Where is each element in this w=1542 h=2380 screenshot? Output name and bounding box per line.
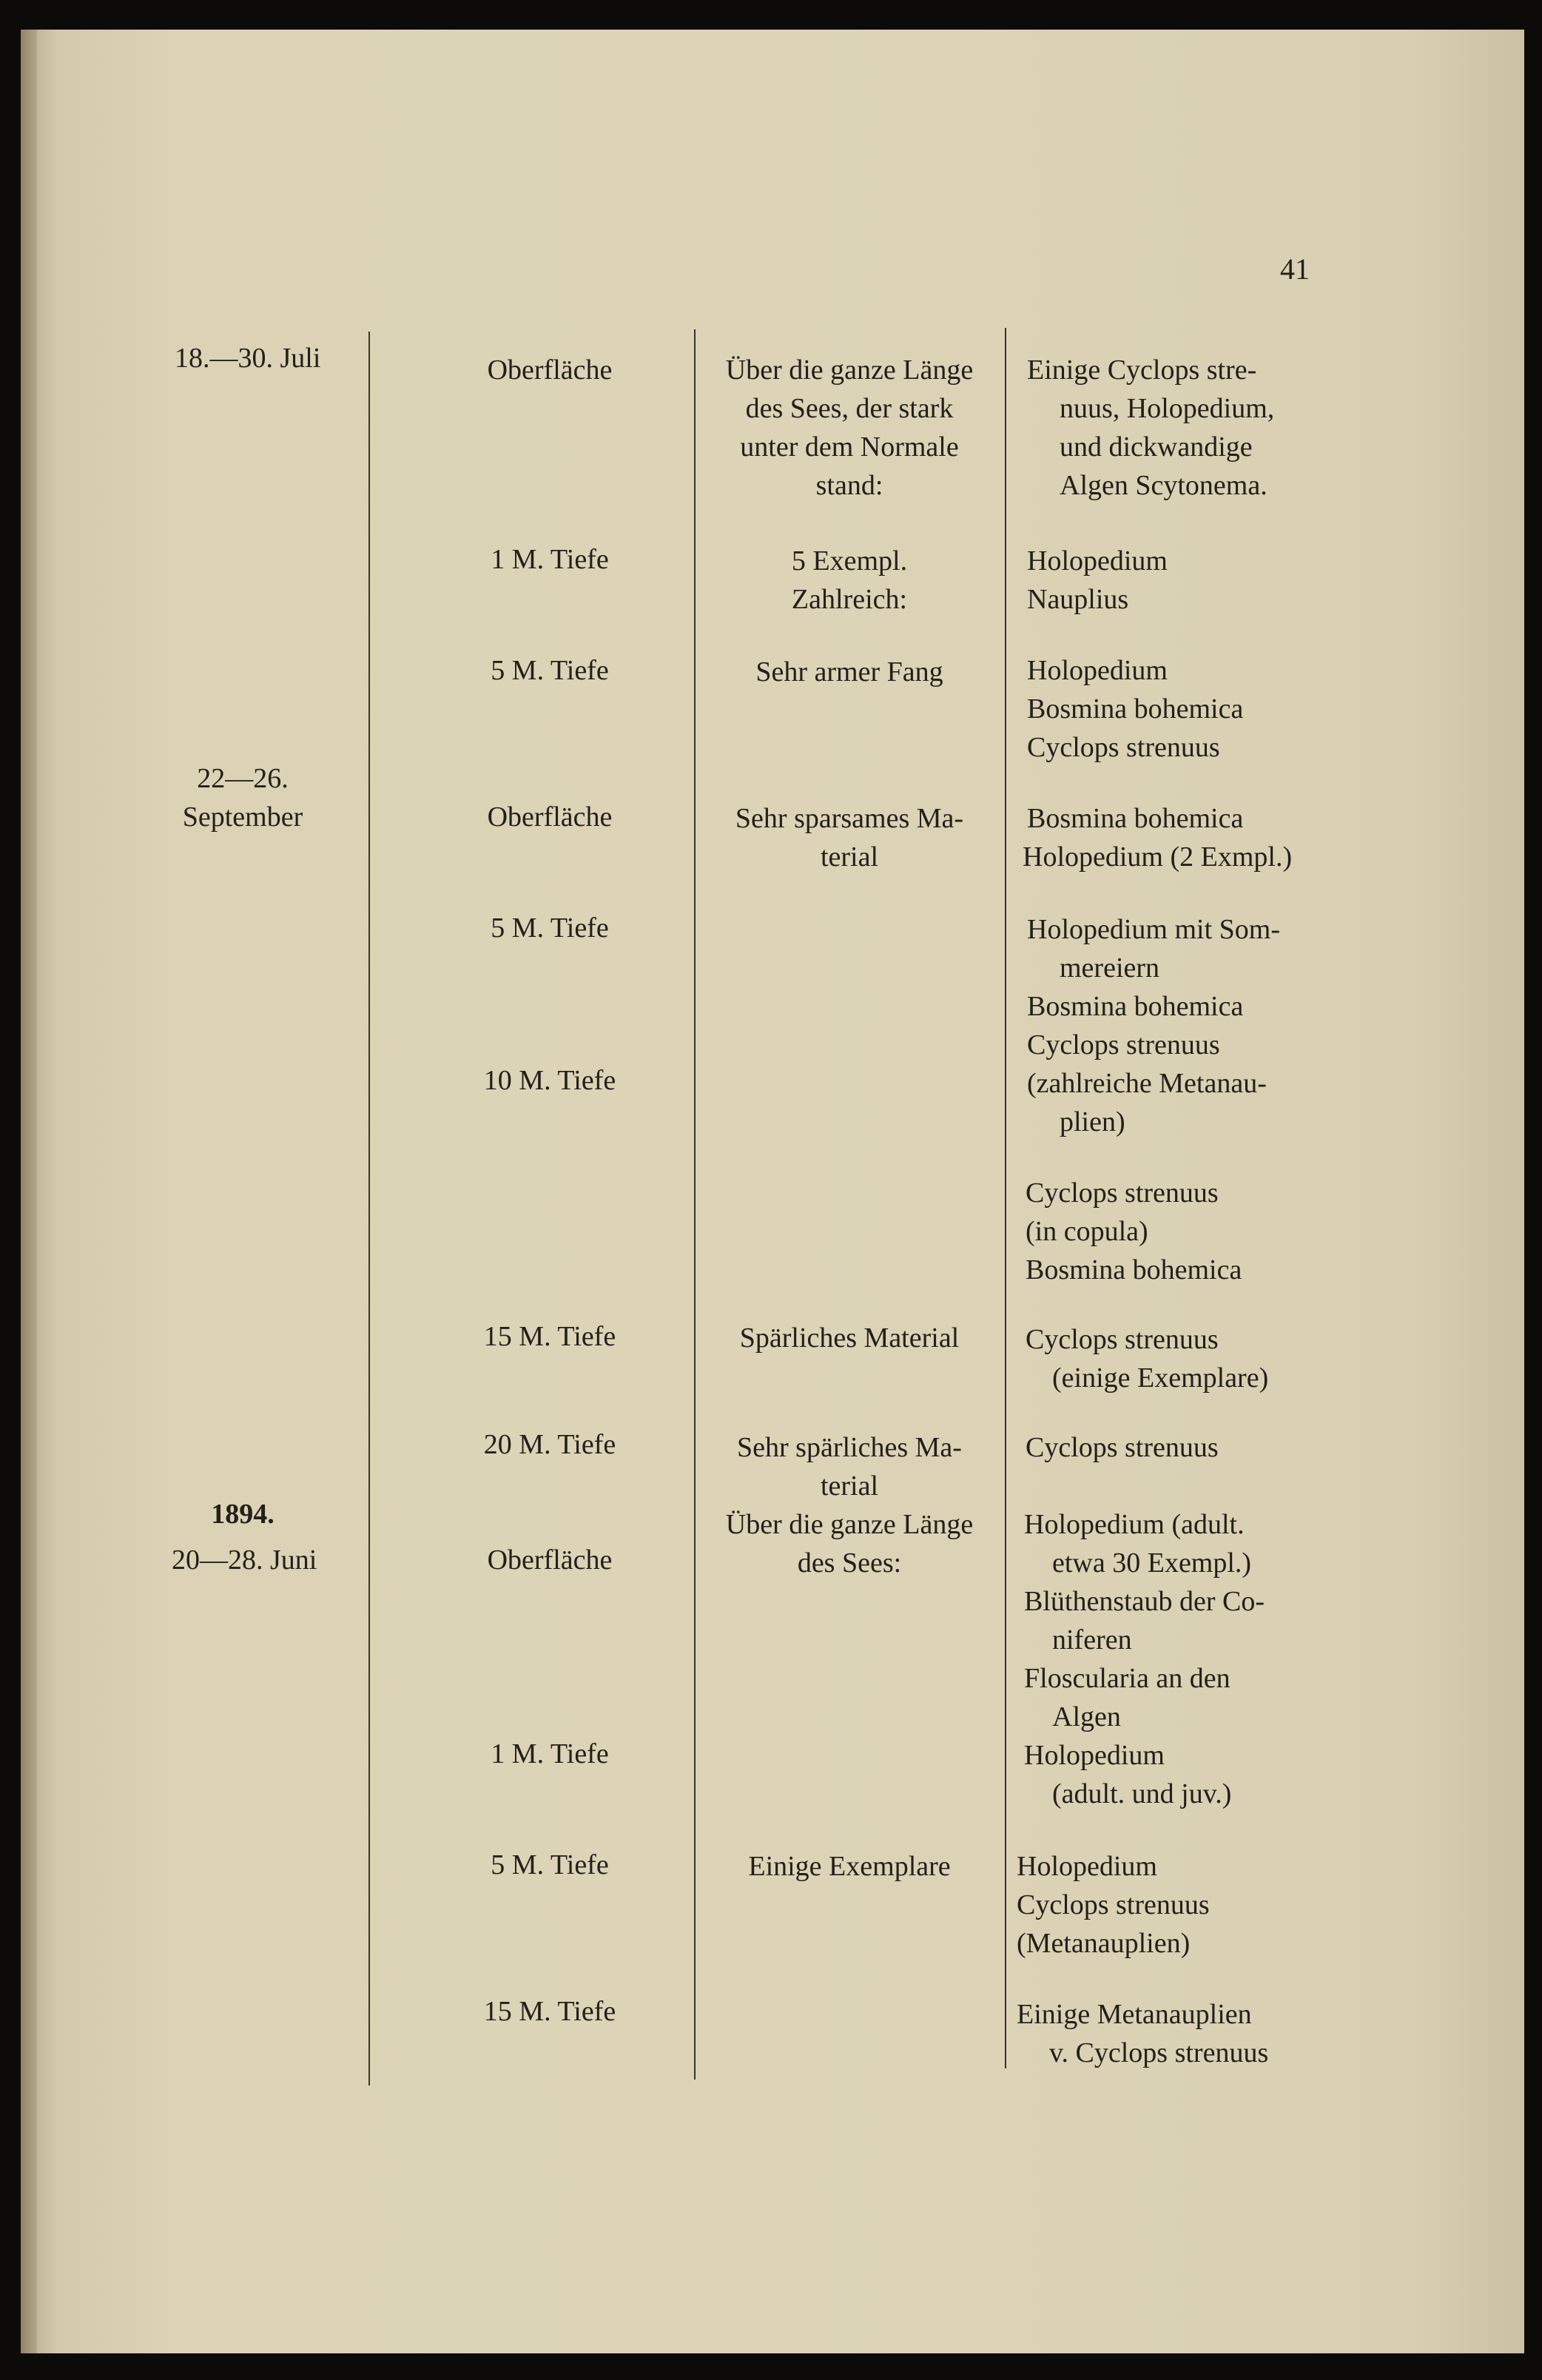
- organism-line: Bosmina bohemica: [1027, 991, 1244, 1022]
- organism-line: Floscularia an den: [1024, 1663, 1230, 1694]
- remark-line: unter dem Normale: [740, 431, 959, 463]
- depth-cell: 1 M. Tiefe: [491, 544, 609, 575]
- depth-cell: Oberfläche: [487, 1544, 613, 1576]
- page-spine-shadow: [21, 30, 37, 2353]
- remark-line: Einige Exemplare: [748, 1851, 951, 1882]
- organism-line: Cyclops strenuus: [1027, 732, 1220, 763]
- remark-line: Zahlreich:: [791, 584, 908, 615]
- depth-cell: 15 M. Tiefe: [483, 1996, 616, 2027]
- date-september-range: 22—26.: [197, 763, 289, 794]
- organism-line: Cyclops strenuus: [1017, 1889, 1210, 1920]
- remark-line: des Sees, der stark: [745, 393, 954, 424]
- organism-line: etwa 30 Exempl.): [1052, 1547, 1252, 1579]
- remark-line: terial: [820, 1470, 879, 1502]
- remark-line: terial: [820, 841, 879, 873]
- organism-line: niferen: [1052, 1624, 1132, 1655]
- column-rule-dates: [368, 332, 370, 2085]
- depth-cell: 5 M. Tiefe: [491, 655, 609, 686]
- organism-line: Holopedium mit Som-: [1027, 914, 1280, 945]
- organism-line: Algen: [1052, 1701, 1121, 1732]
- depth-cell: 5 M. Tiefe: [491, 1849, 609, 1880]
- organism-line: nuus, Holopedium,: [1060, 393, 1275, 424]
- organism-line: Algen Scytonema.: [1060, 470, 1267, 501]
- organism-line: v. Cyclops strenuus: [1049, 2037, 1269, 2068]
- organism-line: plien): [1060, 1106, 1125, 1137]
- year-1894: 1894.: [211, 1499, 275, 1530]
- organism-line: und dickwandige: [1060, 431, 1253, 463]
- remark-line: Sehr armer Fang: [755, 656, 943, 688]
- remark-line: 5 Exempl.: [791, 545, 908, 576]
- organism-line: Blüthenstaub der Co-: [1024, 1586, 1265, 1617]
- depth-cell: 20 M. Tiefe: [483, 1429, 616, 1460]
- depth-cell: 5 M. Tiefe: [491, 912, 609, 944]
- organism-line: Cyclops strenuus: [1027, 1029, 1220, 1060]
- organism-line: Holopedium: [1017, 1851, 1157, 1882]
- column-rule-remarks: [1005, 328, 1006, 2068]
- organism-line: (einige Exemplare): [1052, 1362, 1269, 1394]
- remark-line: Über die ganze Länge: [725, 1509, 974, 1540]
- organism-line: Holopedium: [1027, 545, 1168, 576]
- organism-line: Bosmina bohemica: [1027, 693, 1244, 725]
- depth-cell: 15 M. Tiefe: [483, 1321, 616, 1352]
- column-rule-depth-2: [694, 522, 696, 2080]
- organism-line: mereiern: [1060, 952, 1160, 984]
- depth-cell: 10 M. Tiefe: [483, 1065, 616, 1096]
- remark-line: des Sees:: [797, 1547, 902, 1579]
- remark-line: Spärliches Material: [739, 1322, 960, 1354]
- date-june: 20—28. Juni: [172, 1544, 317, 1576]
- organism-line: (zahlreiche Metanau-: [1027, 1068, 1267, 1099]
- remark-line: Über die ganze Länge: [725, 354, 974, 386]
- date-september-month: September: [182, 801, 303, 833]
- organism-line: (Metanauplien): [1017, 1928, 1191, 1959]
- page-number: 41: [1280, 252, 1310, 286]
- remark-line: Sehr sparsames Ma-: [735, 803, 964, 834]
- organism-line: Holopedium (2 Exmpl.): [1023, 841, 1293, 873]
- remark-line: stand:: [815, 470, 883, 501]
- organism-line: Cyclops strenuus: [1026, 1177, 1219, 1209]
- organism-line: Cyclops strenuus: [1026, 1432, 1219, 1463]
- organism-line: Einige Metanauplien: [1017, 1999, 1252, 2030]
- organism-line: Cyclops strenuus: [1026, 1324, 1219, 1355]
- organism-line: Einige Cyclops stre-: [1027, 354, 1257, 386]
- organism-line: (adult. und juv.): [1052, 1778, 1232, 1809]
- organism-line: Holopedium: [1027, 655, 1168, 686]
- date-july: 18.—30. Juli: [175, 343, 321, 374]
- organism-line: Nauplius: [1027, 584, 1129, 615]
- depth-cell: Oberfläche: [487, 801, 613, 833]
- depth-cell: 1 M. Tiefe: [491, 1738, 609, 1769]
- organism-line: Holopedium (adult.: [1024, 1509, 1245, 1540]
- organism-line: Bosmina bohemica: [1027, 803, 1244, 834]
- column-rule-depth-1: [694, 329, 696, 537]
- depth-cell: Oberfläche: [487, 354, 613, 386]
- organism-line: Holopedium: [1024, 1740, 1165, 1771]
- organism-line: (in copula): [1026, 1216, 1148, 1247]
- remark-line: Sehr spärliches Ma-: [737, 1432, 962, 1463]
- book-page: [21, 30, 1524, 2353]
- organism-line: Bosmina bohemica: [1026, 1254, 1242, 1285]
